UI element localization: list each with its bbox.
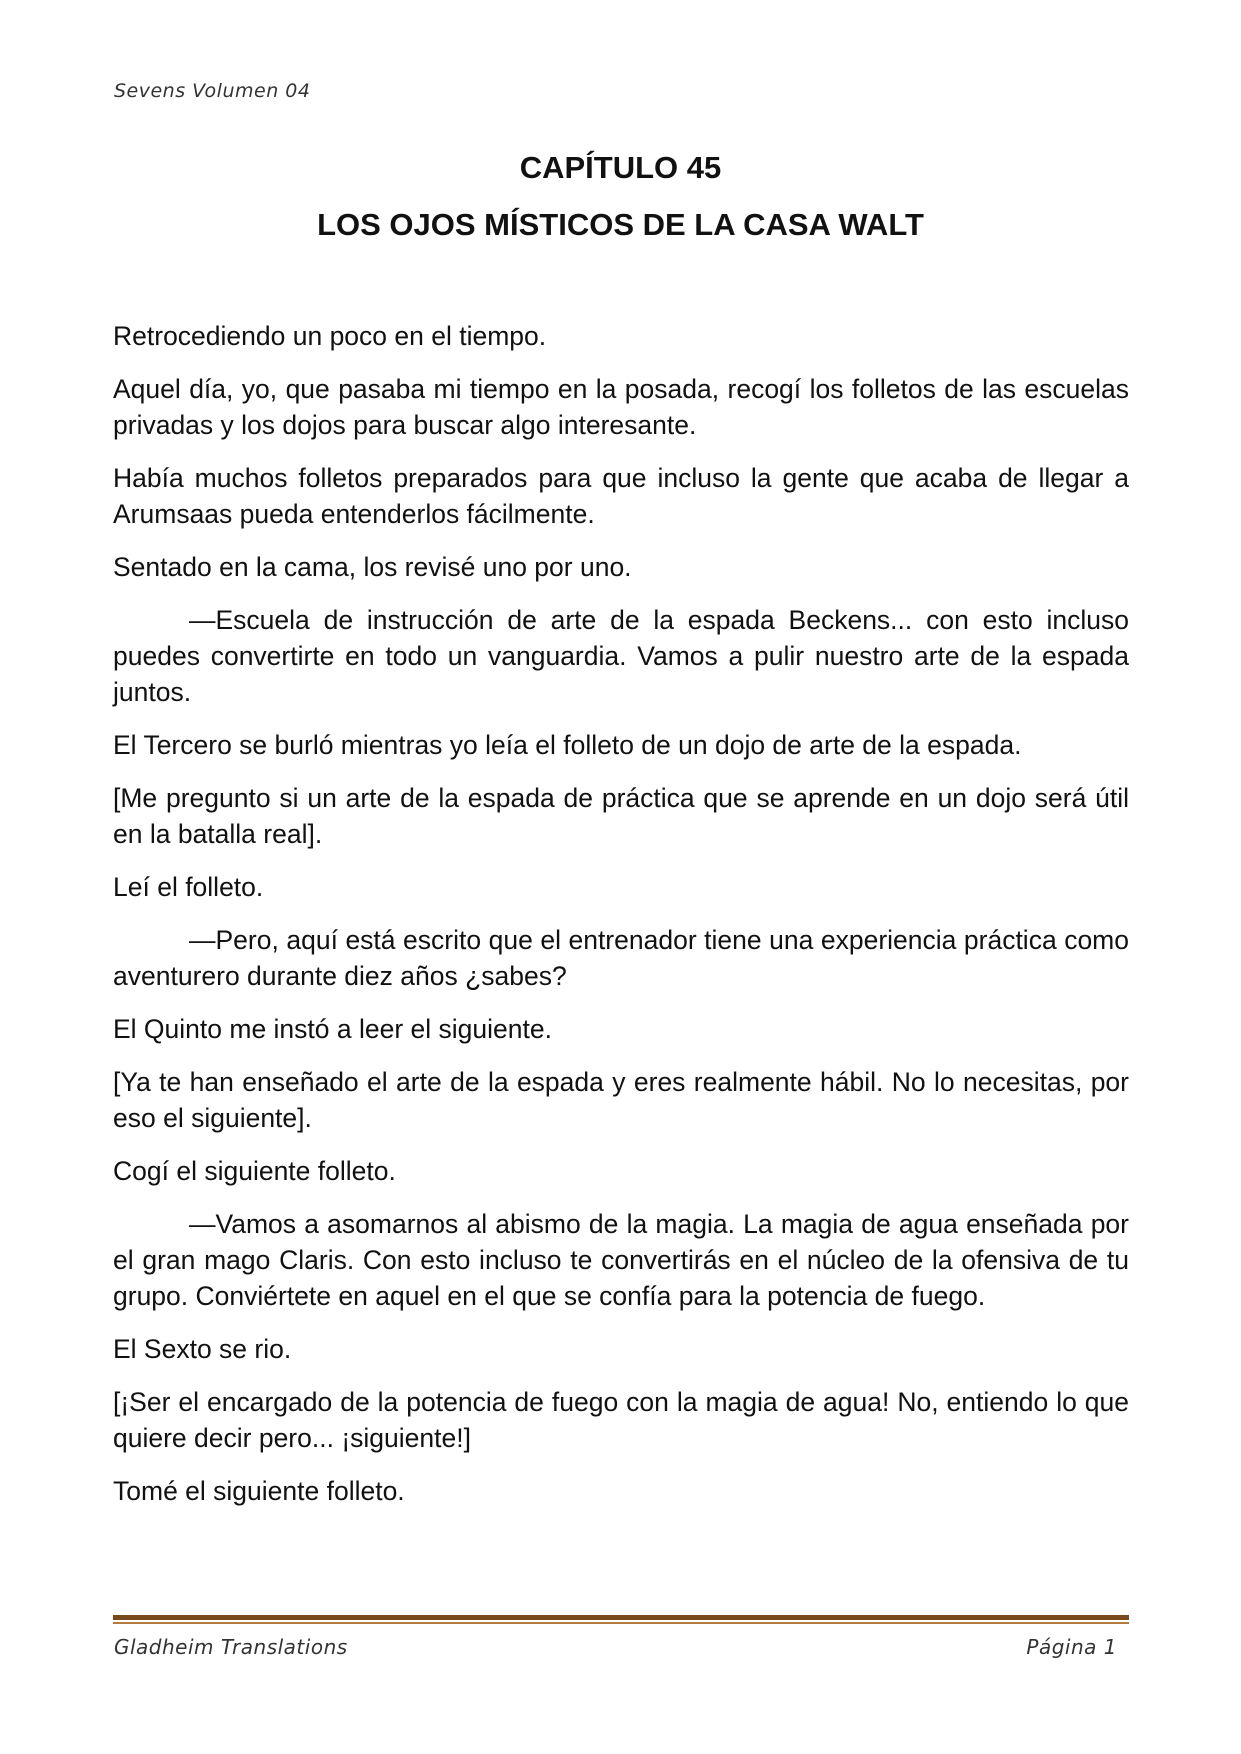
paragraph: [¡Ser el encargado de la potencia de fuego con la magia de agua! No, entiendo lo que quiere decir pero... ¡siguiente!] bbox=[113, 1387, 1129, 1453]
chapter-title: LOS OJOS MÍSTICOS DE LA CASA WALT bbox=[317, 207, 924, 242]
dialogue-paragraph: —Escuela de instrucción de arte de la espada Beckens... con esto incluso puedes convertirte en todo un vanguardia. Vamos a pulir nuestro arte de la espada juntos. bbox=[113, 605, 1129, 707]
chapter-number: CAPÍTULO 45 bbox=[519, 150, 722, 185]
dialogue-paragraph: —Pero, aquí está escrito que el entrenador tiene una experiencia práctica como aventurero durante diez años ¿sabes? bbox=[113, 925, 1129, 991]
running-header: Sevens Volumen 04 bbox=[114, 80, 311, 102]
dialogue-paragraph: —Vamos a asomarnos al abismo de la magia. La magia de agua enseñada por el gran mago Claris. Con esto incluso te convertirás en el núcleo de la ofensiva de tu grupo. Conviértete en aquel en el que se confía para la potencia de fuego. bbox=[113, 1209, 1129, 1311]
paragraph: Había muchos folletos preparados para que incluso la gente que acaba de llegar a Arumsaas pueda entenderlos fácilmente. bbox=[113, 463, 1129, 529]
paragraph: El Quinto me instó a leer el siguiente. bbox=[113, 1014, 552, 1044]
chapter-body bbox=[113, 318, 1129, 1526]
paragraph: Cogí el siguiente folleto. bbox=[113, 1156, 396, 1186]
paragraph: El Tercero se burló mientras yo leía el folleto de un dojo de arte de la espada. bbox=[113, 730, 1022, 760]
paragraph: [Me pregunto si un arte de la espada de práctica que se aprende en un dojo será útil en la batalla real]. bbox=[113, 783, 1129, 849]
paragraph: Retrocediendo un poco en el tiempo. bbox=[113, 321, 547, 351]
paragraph: El Sexto se rio. bbox=[113, 1334, 292, 1364]
paragraph: Sentado en la cama, los revisé uno por uno. bbox=[113, 552, 632, 582]
footer-publisher: Gladheim Translations bbox=[114, 1635, 348, 1659]
footer-divider-accent bbox=[113, 1622, 1129, 1624]
footer-divider bbox=[113, 1615, 1129, 1620]
paragraph: Leí el folleto. bbox=[113, 872, 264, 902]
page-number: Página 1 bbox=[1026, 1635, 1117, 1659]
paragraph: Aquel día, yo, que pasaba mi tiempo en la posada, recogí los folletos de las escuelas privadas y los dojos para buscar algo interesante. bbox=[113, 374, 1129, 440]
paragraph: Tomé el siguiente folleto. bbox=[113, 1476, 405, 1506]
paragraph: [Ya te han enseñado el arte de la espada y eres realmente hábil. No lo necesitas, por eso el siguiente]. bbox=[113, 1067, 1129, 1133]
